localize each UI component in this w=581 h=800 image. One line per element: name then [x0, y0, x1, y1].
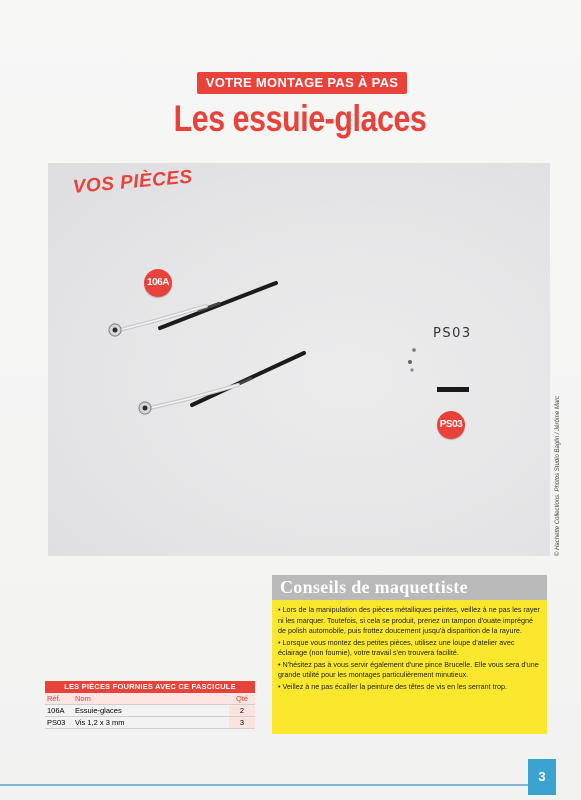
parts-photo [48, 163, 550, 556]
wiper-blade-1 [109, 283, 276, 336]
screws [408, 348, 416, 371]
tip-item: • Lorsque vous montez des petites pièces, utilisez une loupe d'atelier avec éclairage (non fournie), votre travail s'en trouvera facilité. [278, 637, 515, 657]
screw-strip [437, 387, 469, 392]
part-badge-ps03: PS03 [437, 411, 465, 439]
parts-table [45, 681, 255, 729]
wiper-blade-2 [139, 353, 304, 414]
photo-credit: © Hachette Collections. Photos Studio Baglin / Jérôme Marc [555, 395, 561, 556]
tips-box [272, 600, 547, 734]
tip-item: • Veillez à ne pas écailler la peinture des têtes de vis en les serrant trop. [278, 681, 508, 691]
part-badge-106a: 106A [144, 269, 172, 297]
cell-ref: PS03 [47, 718, 66, 727]
cell-nom: Vis 1,2 x 3 mm [75, 718, 125, 727]
parts-table-title: LES PIÈCES FOURNIES AVEC CE FASCICULE [45, 681, 255, 693]
parts-photo-illustration [48, 163, 550, 556]
tip-item: • N'hésitez pas à vous servir également d'une pince Brucelle. Elle vous sera d'une grande utilité pour les montages particulièrement minutieux. [278, 659, 539, 679]
cell-qte: 2 [229, 705, 255, 716]
tip-item: • Lors de la manipulation des pièces métalliques peintes, veillez à ne pas les rayer ni les marquer. Toutefois, si cela se produit, prenez un tampon d'ouate imprégné de polish automobile, puis frottez doucement jusqu'à disparition de la rayure. [278, 605, 540, 635]
page-title: Les essuie-glaces [173, 98, 427, 139]
handwritten-label: PS03 [433, 326, 472, 341]
section-kicker: VOTRE MONTAGE PAS À PAS [197, 72, 407, 94]
cell-qte: 3 [229, 717, 255, 728]
parts-table-header [45, 693, 255, 705]
cell-ref: 106A [47, 706, 65, 715]
column-header-nom: Nom [75, 694, 91, 703]
tips-title: Conseils de maquettiste [272, 575, 547, 600]
cell-nom: Essuie-glaces [75, 706, 122, 715]
footer-rule [0, 784, 528, 786]
vos-pieces-label: VOS PIÈCES [72, 166, 194, 198]
table-row [45, 705, 255, 717]
column-header-qte: Qté [229, 693, 255, 704]
column-header-ref: Réf. [47, 694, 61, 703]
page-number: 3 [528, 759, 556, 795]
table-row [45, 717, 255, 729]
